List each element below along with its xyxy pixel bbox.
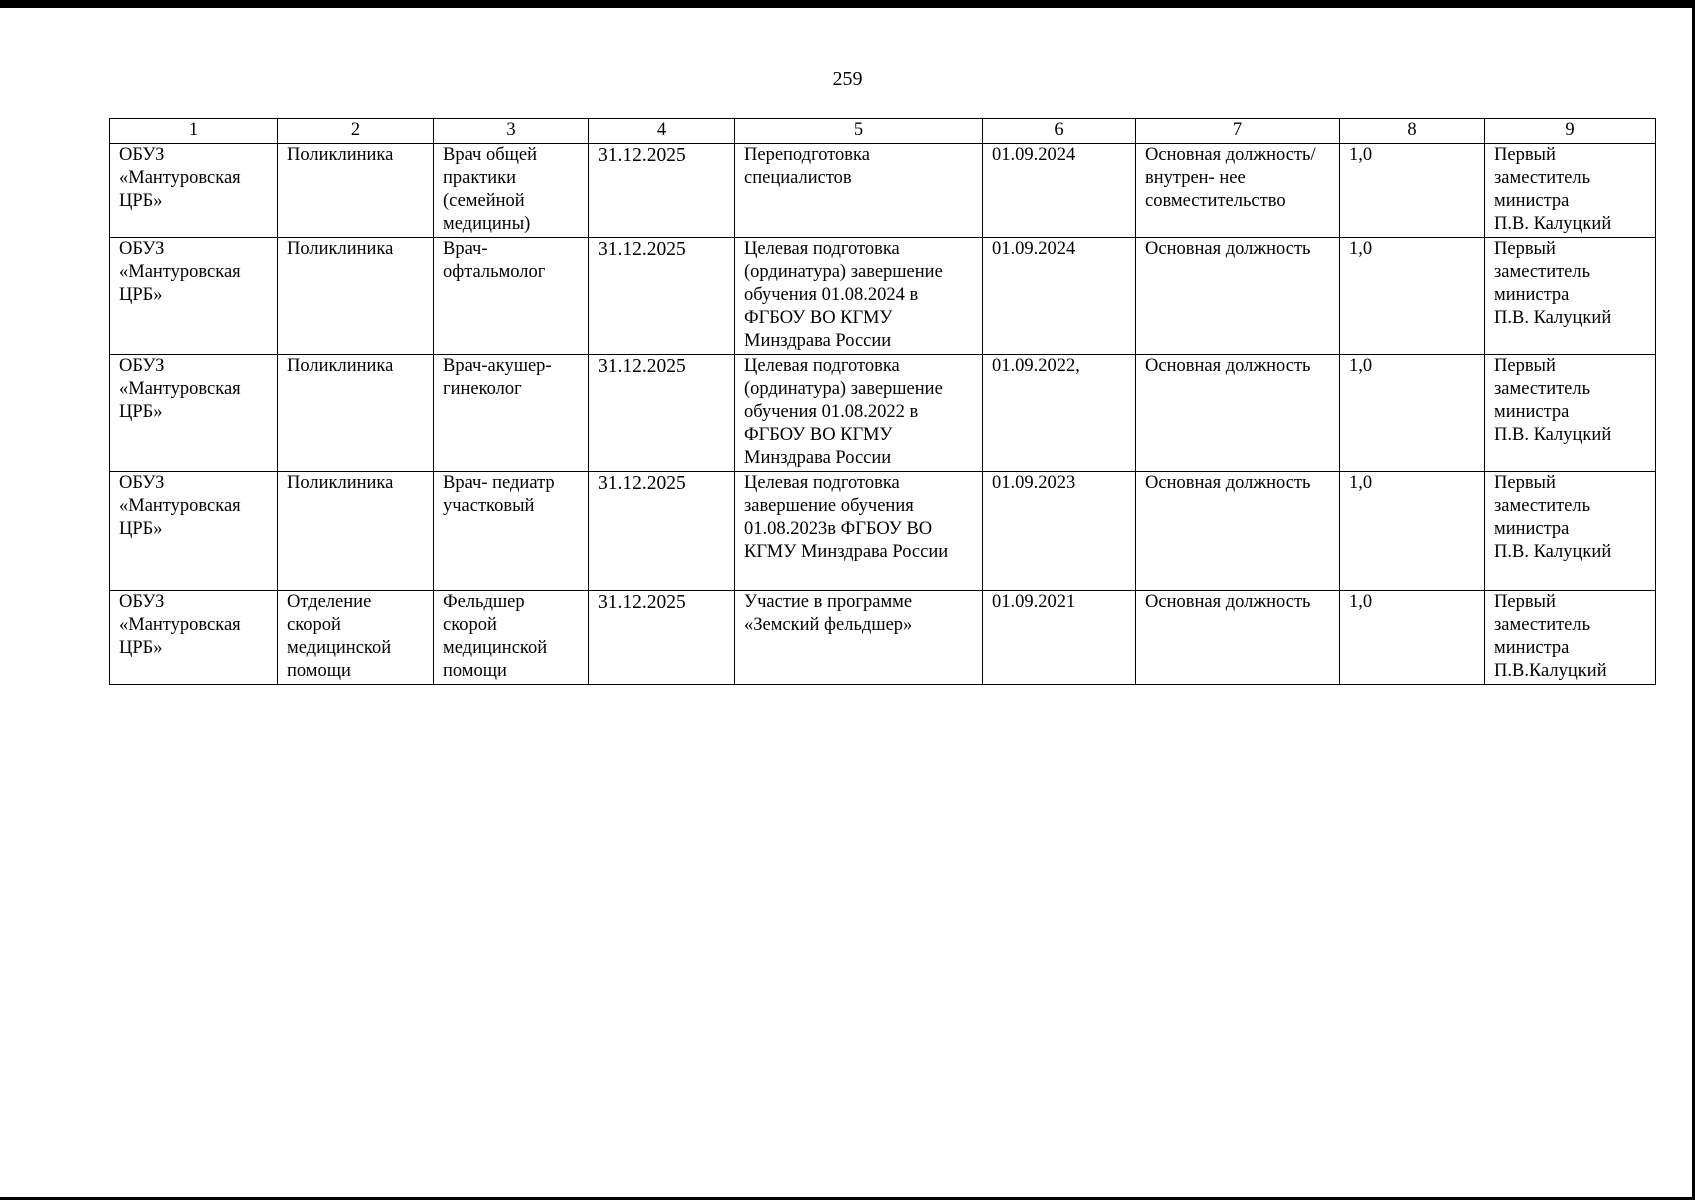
cell-organization: ОБУЗ «Мантуровская ЦРБ» [110,238,278,355]
cell-method: Переподготовка специалистов [735,144,983,238]
cell-rate: 1,0 [1340,472,1485,591]
column-header: 9 [1485,119,1656,144]
cell-position: Врач общей практики (семейной медицины) [434,144,589,238]
column-header: 2 [278,119,434,144]
cell-unit: Поликлиника [278,355,434,472]
cell-unit: Поликлиника [278,472,434,591]
responsible-line: Первый [1494,356,1556,376]
cell-start-date: 01.09.2021 [983,591,1136,685]
cell-employment: Основная должность [1136,591,1340,685]
cell-deadline: 31.12.2025 [589,355,735,472]
responsible-line: П.В. Калуцкий [1494,308,1612,328]
responsible-line: заместитель [1494,168,1591,188]
cell-position: Врач-акушер- гинеколог [434,355,589,472]
responsible-line: Первый [1494,473,1556,493]
responsible-line: Первый [1494,145,1556,165]
cell-position: Врач- офтальмолог [434,238,589,355]
document-table [109,118,1656,685]
responsible-line: министра [1494,638,1570,658]
cell-start-date: 01.09.2023 [983,472,1136,591]
cell-responsible [1485,144,1656,238]
header-row [110,119,1656,144]
cell-organization: ОБУЗ «Мантуровская ЦРБ» [110,591,278,685]
cell-deadline: 31.12.2025 [589,238,735,355]
cell-start-date: 01.09.2022, [983,355,1136,472]
responsible-line: заместитель [1494,496,1591,516]
cell-employment: Основная должность [1136,472,1340,591]
responsible-line: П.В. Калуцкий [1494,542,1612,562]
cell-unit: Поликлиника [278,238,434,355]
responsible-line: П.В. Калуцкий [1494,425,1612,445]
responsible-line: заместитель [1494,379,1591,399]
table-row [110,238,1656,355]
cell-method: Целевая подготовка (ординатура) завершение обучения 01.08.2022 в ФГБОУ ВО КГМУ Минздрава России [735,355,983,472]
column-header: 6 [983,119,1136,144]
responsible-line: Первый [1494,592,1556,612]
cell-responsible [1485,238,1656,355]
column-header: 5 [735,119,983,144]
responsible-line: министра [1494,191,1570,211]
cell-deadline: 31.12.2025 [589,144,735,238]
cell-rate: 1,0 [1340,144,1485,238]
column-header: 4 [589,119,735,144]
responsible-line: П.В.Калуцкий [1494,661,1607,681]
column-header: 8 [1340,119,1485,144]
responsible-line: заместитель [1494,615,1591,635]
table-row [110,355,1656,472]
cell-responsible [1485,355,1656,472]
cell-responsible [1485,591,1656,685]
cell-rate: 1,0 [1340,238,1485,355]
cell-method: Целевая подготовка (ординатура) завершение обучения 01.08.2024 в ФГБОУ ВО КГМУ Минздрава России [735,238,983,355]
responsible-line: П.В. Калуцкий [1494,214,1612,234]
responsible-line: министра [1494,285,1570,305]
cell-employment: Основная должность [1136,355,1340,472]
cell-unit: Отделение скорой медицинской помощи [278,591,434,685]
cell-position: Фельдшер скорой медицинской помощи [434,591,589,685]
cell-start-date: 01.09.2024 [983,144,1136,238]
responsible-line: министра [1494,519,1570,539]
cell-organization: ОБУЗ «Мантуровская ЦРБ» [110,355,278,472]
table-row [110,591,1656,685]
column-header: 7 [1136,119,1340,144]
cell-method: Участие в программе «Земский фельдшер» [735,591,983,685]
cell-deadline: 31.12.2025 [589,472,735,591]
responsible-line: заместитель [1494,262,1591,282]
cell-position: Врач- педиатр участковый [434,472,589,591]
cell-start-date: 01.09.2024 [983,238,1136,355]
page-number: 259 [832,68,863,90]
cell-responsible [1485,472,1656,591]
column-header: 1 [110,119,278,144]
cell-rate: 1,0 [1340,355,1485,472]
responsible-line: Первый [1494,239,1556,259]
cell-deadline: 31.12.2025 [589,591,735,685]
table-row [110,144,1656,238]
cell-unit: Поликлиника [278,144,434,238]
responsible-line: министра [1494,402,1570,422]
cell-employment: Основная должность/внутрен- нее совместительство [1136,144,1340,238]
cell-method: Целевая подготовка завершение обучения 01.08.2023в ФГБОУ ВО КГМУ Минздрава России [735,472,983,591]
cell-employment: Основная должность [1136,238,1340,355]
cell-rate: 1,0 [1340,591,1485,685]
cell-organization: ОБУЗ «Мантуровская ЦРБ» [110,144,278,238]
table-row [110,472,1656,591]
column-header: 3 [434,119,589,144]
cell-organization: ОБУЗ «Мантуровская ЦРБ» [110,472,278,591]
